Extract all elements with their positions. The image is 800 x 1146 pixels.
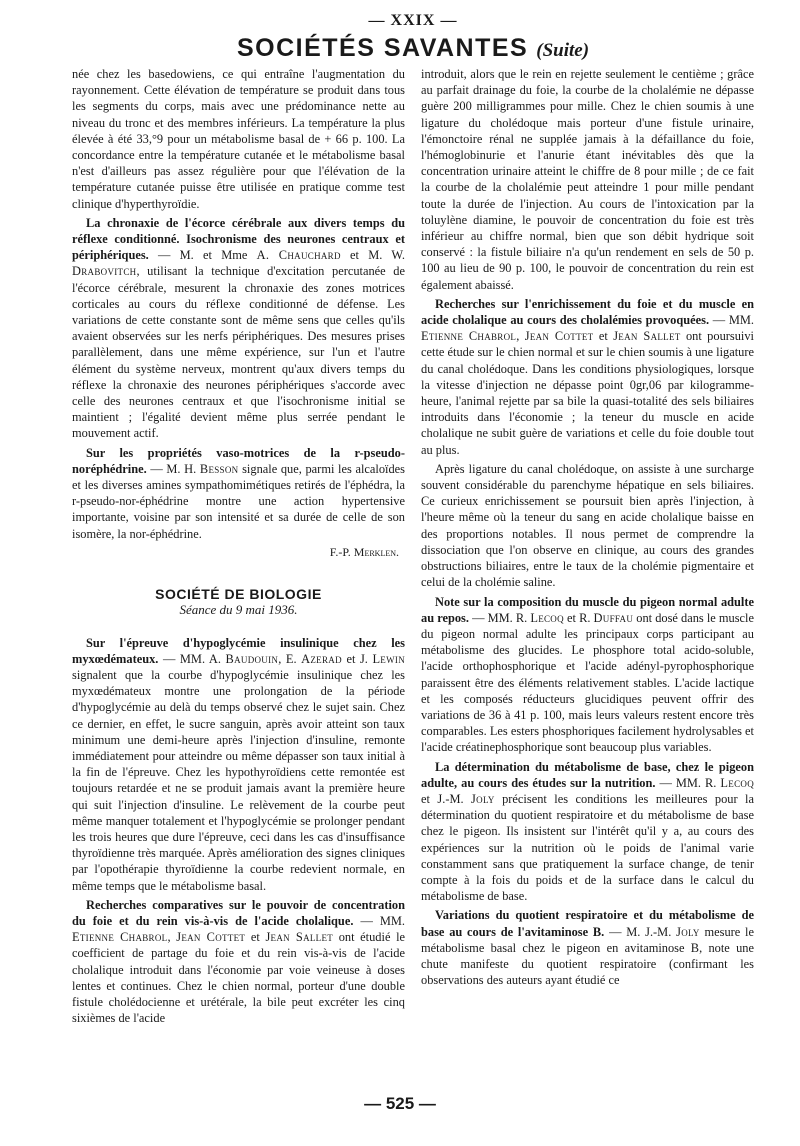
- abstract-text: signalent que la courbe d'hypoglycémie insulinique chez les myxœdémateux montre une prolongation de la période d'hypoglycémie au delà du temps observé chez le sujet sain. Chez ce dernier, en effet, le sucre sanguin, après avoir atteint son taux minimum une demi-heure après l'injection d'insuline, remonte immédiatement pour atteindre ou même dépasser son taux initial à la fin de l'épreuve. Chez les hypothyroïdiens cette remontée est toujours retardée et ne se produit jamais avant la première heure qui suit l'injection d'insuline. Le relèvement de la courbe peut même manquer totalement et l'hypoglycémie se prolonger pendant les trois heures que dure l'épreuve, ceci dans les cas d'insuffisance thyroïdienne très marquée. Après amélioration des signes cliniques par l'opothérapie thyroïdienne la courbe redevient normale, en même temps que le métabolisme basal.: [72, 667, 405, 893]
- author-name: A. Chauchard: [256, 248, 341, 263]
- abstract-text: mesure le métabolisme basal chez le pigeon en avitaminose B, note une chute manifeste du quotient respiratoire (confirmant les observations des auteurs ayant étudié ce: [421, 924, 754, 988]
- abstract-title: Recherches sur l'enrichissement du foie et du muscle en acide cholalique au cours des cholalémies provoquées.: [421, 296, 754, 328]
- abstract-text: ont dosé dans le muscle du pigeon normal adulte les principaux corps participant au métabolisme des glucides. Le phosphore total acido-soluble, l'acide orthophosphorique et l'acide adényl-pyrophosphorique paraissent être des éléments relativement stables. L'acide lactique et les composés réducteurs glucidiques peuvent offrir des variations de 36 à 41 p. 100, mais leurs valeurs restent encore très comparables. Les esters phosphoriques facilement hydrolysables et l'acide créatinephosphorique sont beaucoup plus variables.: [421, 610, 754, 755]
- author-name: Jean Sallet: [265, 930, 334, 945]
- abstract-enrichissement: [421, 296, 754, 458]
- abstract-title: Sur les propriétés vaso-motrices de la r-pseudo-noréphédrine.: [72, 445, 405, 476]
- text-fragment: — MM.: [353, 913, 405, 928]
- left-column: [72, 66, 405, 1026]
- text-fragment: — MM.: [709, 313, 754, 328]
- author-name: Drabovitch: [72, 264, 137, 279]
- text-fragment: ,: [167, 930, 177, 945]
- text-fragment: — MM. R.: [655, 775, 721, 790]
- abstract-text: ont étudié le coefficient de partage du foie et du rein vis-à-vis de l'acide cholalique introduit dans l'économie par voie veineuse à doses lentes et continues. Chez le chien normal, porteur d'une double fistule cholédocienne et urétérale, la bile peut excréter les cinq sixièmes de l'acide: [72, 930, 406, 1026]
- text-fragment: — MM. R.: [468, 610, 531, 625]
- session-date: Séance du 9 mai 1936.: [179, 602, 298, 618]
- text-fragment: et R.: [563, 610, 594, 625]
- abstract-title: Note sur la composition du muscle du pigeon normal adulte au repos.: [421, 594, 754, 625]
- right-column: [421, 66, 754, 1026]
- text-fragment: et: [593, 329, 614, 344]
- abstract-avitaminose: [421, 907, 754, 988]
- paragraph-ligature: Après ligature du canal cholédoque, on assiste à une surcharge souvent considérable du parenchyme hépatique en sels biliaires. Ce curieux enrichissement se poursuit bien après l'injection, à l'heure même où la teneur du sang en acide cholalique baisse en des proportions notables. Il nous permet de comprendre la dissociation que l'on observe en clinique, au cours des grandes obstructions biliaires, entre le taux de la cholémie pigmentaire et celui de la cholémie saline.: [421, 461, 754, 590]
- text-fragment: — M. J.-M.: [604, 924, 677, 939]
- text-fragment: — M. H.: [146, 461, 200, 476]
- text-fragment: — M. et Mme: [148, 248, 257, 263]
- page-number: — 525 —: [364, 1094, 436, 1113]
- text-fragment: ,: [516, 329, 525, 344]
- author-name: Jean Sallet: [613, 329, 681, 344]
- paragraph-continuation: introduit, alors que le rein en rejette seulement le centième ; grâce au parfait drainage du foie, la courbe de la cholalémie ne dépasse guère 200 milligrammes pour mille. Chez le chien soumis à une ligature du cholédoque mais porteur d'une fistule urinaire, l'émonctoire rénal ne supplée jamais à la défaillance du foie, l'hémoglobinurie et l'anurie étant inévitables dès que la concentration urinaire atteint le chiffre de 8 pour mille ; de ce fait la courbe de la cholalémie peut atteindre 1 pour mille pendant toute la durée de l'injection. Au cours de l'intoxication par la toluylène diamine, le pouvoir de concentration du foie est très inférieur au chiffre normal, bien que son débit hydrique soit conservé : la fistule biliaire n'a qu'un rendement en sels de 50 p. 100 au lieu de 90 p. 100, le pouvoir de concentration du rein est également abaissé.: [421, 67, 754, 292]
- signature: F.-P. Merklen.: [329, 544, 399, 559]
- abstract-text: précisent les conditions les meilleures pour la détermination du quotient respiratoire et du métabolisme de base chez le pigeon. Ils insistent sur l'intérêt qu'il y a, au cours des expériences sur la nutrition où le poids de l'animal varie constamment sans que pratiquement la surface change, de tenir compte à la fois du poids et de la surface dans le calcul du métabolisme de base.: [421, 791, 754, 904]
- abstract-text: ont poursuivi cette étude sur le chien normal et sur le chien soumis à une ligature du canal cholédoque. Dans les conditions physiologiques, lorsque la vitesse d'injection ne dépasse point 0gr,06 par kilogramme-heure, l'animal rejette par sa bile la quasi-totalité des sels biliaires introduits dans l'économie ; la teneur du muscle en acide cholalique ne subit guère de variations et celle du foie double tout au plus.: [421, 329, 754, 457]
- abstract-title: Variations du quotient respiratoire et du métabolisme de base au cours de l'avitaminose B.: [421, 908, 754, 939]
- abstract-title: La chronaxie de l'écorce cérébrale aux divers temps du réflexe conditionné. Isochronisme des neurones centraux et périphériques.: [72, 215, 405, 263]
- author-name: Joly: [676, 924, 700, 939]
- paragraph-continuation: née chez les basedowiens, ce qui entraîne l'augmentation du rayonnement. Cette élévation de température se produit dans tous les segments du corps, mais avec une prédominance nette au niveau du tronc et des membres inférieurs. La température la plus élevée à été 33,°9 pour un métabolisme basal de + 66 p. 100. La concordance entre la température cutanée et le métabolisme basal n'est d'ailleurs pas assez régulière pour que l'élévation de la température cutanée puisse être utilisée en pratique comme test clinique d'hyperthyroïdie.: [72, 67, 405, 211]
- two-column-body: [72, 66, 754, 1026]
- abstract-metabolisme-base: [421, 759, 754, 905]
- text-fragment: et J.-M.: [421, 791, 472, 806]
- abstract-chronaxie: [72, 215, 405, 442]
- text-fragment: — MM. A.: [158, 651, 226, 666]
- abstract-text: , utilisant la technique d'excitation percutanée de l'écorce cérébrale, mesurent la chronaxie des zones motrices corticales au cours du réflexe conditionné de défense. Les variations de cette constante sont de même sens que celles qu'ils avaient observées sur les nerfs périphériques. Des mesures prises parallèlement, dans une même expérience, sur l'un et l'autre élément du système nerveux, montrent qu'aux divers temps du réflexe la chronaxie des neurones périphériques s'accorde avec celle des neurones centraux et que l'isochronisme initial se maintient ; l'égalité devient même plus serrée pendant le mouvement actif.: [72, 264, 405, 441]
- author-name: Etienne Chabrol: [72, 930, 168, 945]
- abstract-title: Sur l'épreuve d'hypoglycémie insulinique chez les myxœdémateux.: [72, 635, 405, 666]
- abstract-vasomotrices: [72, 445, 405, 542]
- author-name: Lecoq: [720, 775, 754, 790]
- text-fragment: , E.: [278, 651, 302, 666]
- abstract-concentration: [72, 897, 405, 1027]
- abstract-muscle-pigeon: [421, 594, 754, 756]
- header-title: SOCIÉTÉS SAVANTES: [236, 34, 529, 62]
- author-name: Lecoq: [530, 610, 564, 625]
- page-header: [72, 32, 754, 64]
- text-fragment: et: [245, 930, 266, 945]
- abstract-title: La détermination du métabolisme de base, chez le pigeon adulte, au cours des études sur la nutrition.: [421, 759, 754, 790]
- author-name: Jean Cottet: [176, 930, 246, 945]
- author-name: Jean Cottet: [524, 329, 594, 344]
- author-name: Etienne Chabrol: [421, 329, 517, 344]
- author-name: Besson: [199, 461, 239, 476]
- text-fragment: et M. W.: [340, 248, 406, 263]
- author-name: Azerad: [301, 651, 342, 666]
- section-title: SOCIÉTÉ DE BIOLOGIE: [155, 586, 322, 603]
- abstract-hypoglycemie: [72, 635, 405, 894]
- abstract-title: Recherches comparatives sur le pouvoir de concentration du foie et du rein vis-à-vis de l'acide cholalique.: [72, 897, 405, 928]
- author-name: Joly: [471, 791, 495, 806]
- roman-page-marker: — XXIX —: [368, 12, 458, 29]
- abstract-text: signale que, parmi les alcaloïdes et les diverses amines sympathomimétiques retirés de l'éphédra, la r-pseudo-nor-éphédrine montre une action hypertensive importante, voisine par son intensité et sa durée de celle de son isomère, la nor-éphédrine.: [72, 461, 405, 541]
- author-name: Baudouin: [225, 651, 279, 666]
- header-suite: (Suite): [536, 40, 590, 61]
- author-name: Lewin: [372, 651, 405, 666]
- text-fragment: et J.: [341, 651, 373, 666]
- author-name: Duffau: [593, 610, 634, 625]
